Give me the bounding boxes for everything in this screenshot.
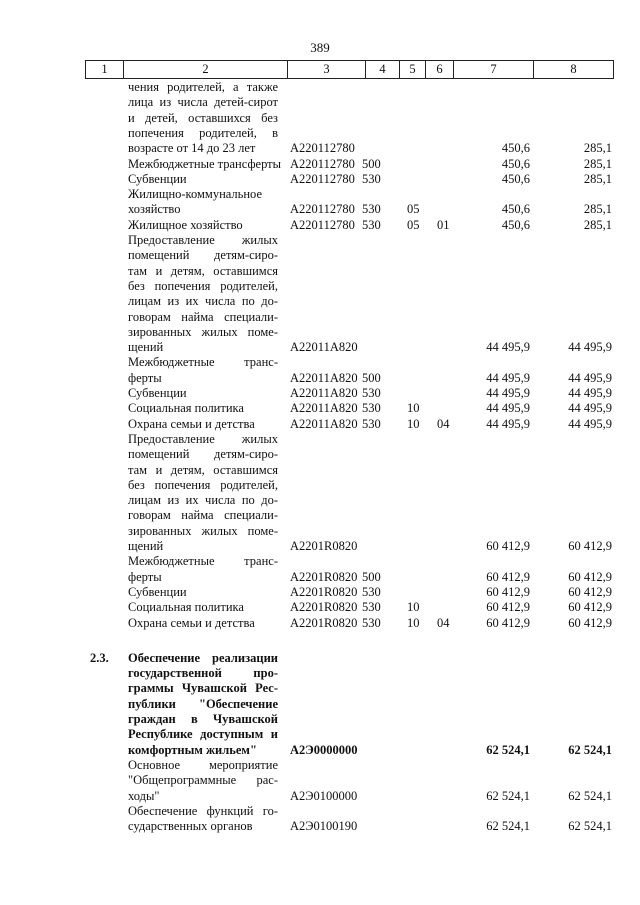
header-col-7: 7 <box>454 61 534 78</box>
row-description: щений <box>128 340 164 355</box>
row-description: Предоставление жилых <box>128 233 278 247</box>
row-col-5: 05 <box>407 217 420 232</box>
row-col-4: 530 <box>362 386 381 400</box>
row-description: Социальная политика <box>128 600 244 615</box>
row-description: Межбюджетные транс- <box>128 554 278 569</box>
row-value-8: 62 524,1 <box>568 819 612 834</box>
row-description: ходы" <box>128 788 160 803</box>
row-code: А22011А820 <box>290 401 358 416</box>
row-value-8: 60 412,9 <box>568 615 612 630</box>
row-code: А2201R0820 <box>290 539 358 553</box>
row-value-8: 44 495,9 <box>568 370 612 385</box>
row-col-5: 10 <box>407 615 420 630</box>
row-value-7: 60 412,9 <box>486 569 530 584</box>
row-col-6: 04 <box>437 416 450 431</box>
row-value-7: 44 495,9 <box>486 386 530 400</box>
row-value-7: 44 495,9 <box>486 416 530 431</box>
row-value-7: 450,6 <box>501 171 530 186</box>
row-col-4: 530 <box>362 584 381 599</box>
row-description: сударственных органов <box>128 819 253 834</box>
row-description: говорам найма специали- <box>128 309 278 324</box>
row-description: зированных жилых поме- <box>128 324 278 339</box>
row-value-7: 62 524,1 <box>486 788 530 803</box>
row-value-7: 60 412,9 <box>486 600 530 615</box>
row-value-7: 62 524,1 <box>486 742 530 757</box>
header-col-3: 3 <box>288 61 366 78</box>
header-col-8: 8 <box>570 62 577 76</box>
row-description: возрасте от 14 до 23 лет <box>128 141 256 156</box>
header-col-6: 6 <box>426 61 454 78</box>
row-col-4: 530 <box>362 401 381 416</box>
row-description: комфортным жильем" <box>128 742 257 757</box>
row-code: А2201R0820 <box>290 615 358 630</box>
row-description: чения родителей, а также <box>128 80 278 94</box>
row-description: Жилищное хозяйство <box>128 217 243 232</box>
row-code: А2201R0820 <box>290 600 358 615</box>
row-code: А2Э0100000 <box>290 788 358 803</box>
row-value-8: 285,1 <box>583 141 612 156</box>
row-value-8: 60 412,9 <box>568 569 612 584</box>
row-code: А220112780 <box>290 202 355 217</box>
row-value-7: 450,6 <box>501 141 530 156</box>
row-value-8: 62 524,1 <box>568 742 612 757</box>
row-code: А22011А820 <box>290 370 358 385</box>
row-col-6: 01 <box>437 217 450 232</box>
row-description: граммы Чувашской Рес- <box>128 681 278 696</box>
row-value-7: 44 495,9 <box>486 370 530 385</box>
header-col-5: 5 <box>400 61 426 78</box>
row-value-8: 44 495,9 <box>568 401 612 416</box>
row-value-8: 60 412,9 <box>568 584 612 599</box>
row-description: ферты <box>128 370 162 385</box>
row-code: А220112780 <box>290 156 355 171</box>
row-description: граждан в Чувашской <box>128 712 278 726</box>
row-code: А2Э0100190 <box>290 819 358 834</box>
row-value-8: 285,1 <box>583 156 612 171</box>
row-col-4: 530 <box>362 416 381 431</box>
row-description: зированных жилых поме- <box>128 523 278 538</box>
row-description: там и детям, оставшимся <box>128 263 278 278</box>
row-description: Межбюджетные трансферты <box>128 156 282 171</box>
row-value-7: 60 412,9 <box>486 615 530 630</box>
row-value-7: 44 495,9 <box>486 340 530 355</box>
row-col-5: 10 <box>407 401 420 416</box>
row-value-8: 60 412,9 <box>568 600 612 615</box>
row-value-7: 62 524,1 <box>486 819 530 834</box>
row-description: Обеспечение функций го- <box>128 803 278 818</box>
row-code: А22011А820 <box>290 386 358 400</box>
row-col-5: 10 <box>407 600 420 615</box>
row-code: А220112780 <box>290 171 355 186</box>
row-value-7: 450,6 <box>501 217 530 232</box>
row-col-4: 530 <box>362 217 381 232</box>
row-code: А22011А820 <box>290 340 358 355</box>
row-col-4: 530 <box>362 600 381 615</box>
row-code: А22011А820 <box>290 416 358 431</box>
row-value-8: 285,1 <box>583 202 612 217</box>
row-description: помещений детям-сиро- <box>128 447 278 462</box>
row-value-7: 60 412,9 <box>486 584 530 599</box>
row-description: Основное мероприятие <box>128 757 278 772</box>
row-number: 2.3. <box>90 650 109 665</box>
row-description: попечения родителей, в <box>128 125 278 140</box>
row-description: лицам из их числа по до- <box>128 493 278 508</box>
row-code: А2201R0820 <box>290 569 358 584</box>
row-value-8: 285,1 <box>583 217 612 232</box>
row-description: хозяйство <box>128 202 181 217</box>
row-col-5: 10 <box>407 416 420 431</box>
row-description: помещений детям-сиро- <box>128 248 278 263</box>
row-value-7: 450,6 <box>501 156 530 171</box>
row-code: А2Э0000000 <box>290 742 358 757</box>
row-code: А2201R0820 <box>290 584 358 599</box>
row-value-8: 44 495,9 <box>568 386 612 400</box>
row-code: А220112780 <box>290 217 355 232</box>
row-description: Обеспечение реализации <box>128 650 278 665</box>
row-description: Субвенции <box>128 171 187 186</box>
row-col-4: 500 <box>362 156 381 171</box>
row-col-4: 500 <box>362 370 381 385</box>
row-description: публики "Обеспечение <box>128 696 278 711</box>
row-description: без попечения родителей, <box>128 278 278 293</box>
row-value-8: 44 495,9 <box>568 340 612 355</box>
row-description: "Общепрограммные рас- <box>128 773 278 788</box>
row-description: Предоставление жилых <box>128 431 278 446</box>
header-col-2: 2 <box>124 61 288 78</box>
row-value-8: 62 524,1 <box>568 788 612 803</box>
row-description: государственной про- <box>128 666 278 681</box>
row-description: лицам из их числа по до- <box>128 294 278 309</box>
row-description: Жилищно-коммунальное <box>128 187 262 202</box>
row-description: Межбюджетные транс- <box>128 355 278 370</box>
row-description: Социальная политика <box>128 401 244 416</box>
row-description: Охрана семьи и детства <box>128 615 255 630</box>
row-description: ферты <box>128 569 162 584</box>
row-description: Республике доступным и <box>128 727 278 742</box>
row-description: щений <box>128 539 164 553</box>
row-col-5: 05 <box>407 202 420 217</box>
row-description: лица из числа детей-сирот <box>128 95 278 110</box>
row-description: Субвенции <box>128 584 187 599</box>
row-description: Субвенции <box>128 386 187 400</box>
row-value-8: 44 495,9 <box>568 416 612 431</box>
row-value-8: 285,1 <box>583 171 612 186</box>
row-value-7: 60 412,9 <box>486 539 530 553</box>
row-description: Охрана семьи и детства <box>128 416 255 431</box>
header-col-1: 1 <box>86 61 124 78</box>
row-col-6: 04 <box>437 615 450 630</box>
row-col-4: 530 <box>362 171 381 186</box>
page-number: 389 <box>310 40 330 55</box>
row-col-4: 530 <box>362 202 381 217</box>
row-value-8: 60 412,9 <box>568 539 612 553</box>
row-description: и детей, оставшихся без <box>128 110 278 125</box>
row-value-7: 450,6 <box>501 202 530 217</box>
row-value-7: 44 495,9 <box>486 401 530 416</box>
row-description: без попечения родителей, <box>128 477 278 492</box>
row-col-4: 530 <box>362 615 381 630</box>
row-description: там и детям, оставшимся <box>128 462 278 477</box>
row-description: говорам найма специали- <box>128 508 278 523</box>
row-code: А220112780 <box>290 141 355 156</box>
row-col-4: 500 <box>362 569 381 584</box>
header-col-4: 4 <box>366 61 400 78</box>
